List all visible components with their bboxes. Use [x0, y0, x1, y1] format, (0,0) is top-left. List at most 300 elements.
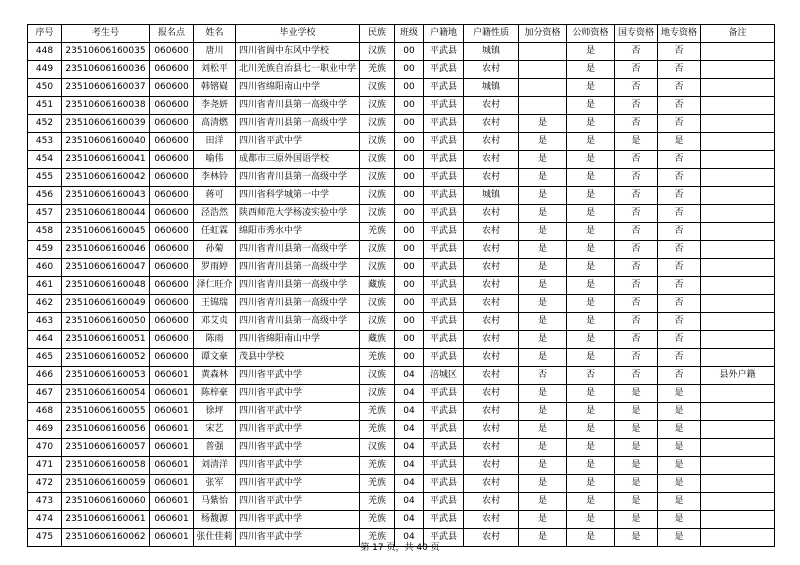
table-cell: 四川省平武中学: [236, 475, 360, 493]
table-cell: 否: [658, 187, 701, 205]
table-cell: 060600: [150, 277, 194, 295]
table-cell: 23510606160047: [62, 259, 150, 277]
table-row: [28, 493, 775, 511]
table-cell: 陕西师范大学杨凌实验中学: [236, 205, 360, 223]
table-cell: 473: [28, 493, 62, 511]
table-cell: 23510606160056: [62, 421, 150, 439]
table-cell: 23510606160051: [62, 331, 150, 349]
table-cell: 是: [567, 43, 615, 61]
table-cell: 汉族: [360, 295, 395, 313]
table-cell: 泽仁旺介: [194, 277, 236, 295]
table-cell: 四川省青川县第一高级中学: [236, 295, 360, 313]
table-cell: 060601: [150, 511, 194, 529]
table-cell: 是: [658, 475, 701, 493]
table-cell: 是: [567, 169, 615, 187]
table-cell: 陈梓豪: [194, 385, 236, 403]
table-cell: 00: [395, 295, 424, 313]
table-cell: 23510606160053: [62, 367, 150, 385]
table-cell: 23510606160042: [62, 169, 150, 187]
table-cell: 060601: [150, 529, 194, 547]
table-cell: 否: [615, 43, 658, 61]
table-cell: 否: [658, 205, 701, 223]
table-row: [28, 79, 775, 97]
table-row: [28, 151, 775, 169]
table-cell: 是: [519, 457, 567, 475]
table-cell: 否: [658, 241, 701, 259]
table-cell: 羌族: [360, 475, 395, 493]
table-cell: 羌族: [360, 529, 395, 547]
table-cell: 平武县: [424, 493, 464, 511]
table-cell: 平武县: [424, 169, 464, 187]
table-cell: 是: [567, 205, 615, 223]
column-header: 加分资格: [519, 25, 567, 43]
table-cell: 四川省青川县第一高级中学: [236, 259, 360, 277]
table-cell: 是: [519, 331, 567, 349]
table-cell: 否: [658, 223, 701, 241]
table-row: [28, 367, 775, 385]
table-cell: 060600: [150, 349, 194, 367]
table-cell: 是: [519, 493, 567, 511]
table-cell: 平武县: [424, 439, 464, 457]
table-cell: 城镇: [464, 43, 519, 61]
table-cell: 是: [567, 313, 615, 331]
table-cell: 否: [615, 169, 658, 187]
table-cell: [701, 223, 775, 241]
table-row: [28, 313, 775, 331]
table-cell: 否: [615, 259, 658, 277]
table-cell: 孙菊: [194, 241, 236, 259]
table-cell: 杨馥源: [194, 511, 236, 529]
table-cell: 23510606160037: [62, 79, 150, 97]
table-cell: 460: [28, 259, 62, 277]
table-cell: 农村: [464, 205, 519, 223]
table-cell: 四川省平武中学: [236, 493, 360, 511]
table-cell: 四川省青川县第一高级中学: [236, 241, 360, 259]
table-cell: 是: [567, 151, 615, 169]
table-cell: 是: [567, 349, 615, 367]
table-cell: 农村: [464, 511, 519, 529]
table-cell: 平武县: [424, 475, 464, 493]
table-cell: 农村: [464, 115, 519, 133]
table-cell: 平武县: [424, 331, 464, 349]
table-cell: 否: [658, 169, 701, 187]
table-cell: 04: [395, 529, 424, 547]
table-cell: 是: [519, 151, 567, 169]
table-cell: [701, 115, 775, 133]
table-cell: 否: [615, 241, 658, 259]
table-cell: 23510606160035: [62, 43, 150, 61]
table-cell: 00: [395, 115, 424, 133]
table-cell: 四川省青川县第一高级中学: [236, 115, 360, 133]
table-cell: 060600: [150, 97, 194, 115]
table-cell: 是: [567, 475, 615, 493]
table-cell: 喻伟: [194, 151, 236, 169]
table-cell: 否: [615, 61, 658, 79]
table-cell: 是: [519, 511, 567, 529]
table-cell: 农村: [464, 133, 519, 151]
table-cell: 平武县: [424, 61, 464, 79]
table-cell: 是: [567, 331, 615, 349]
table-cell: 是: [658, 403, 701, 421]
column-header: 民族: [360, 25, 395, 43]
table-cell: 否: [615, 187, 658, 205]
table-cell: 是: [658, 385, 701, 403]
table-cell: 汉族: [360, 151, 395, 169]
table-cell: 农村: [464, 97, 519, 115]
table-cell: 是: [658, 511, 701, 529]
table-cell: [701, 277, 775, 295]
table-cell: 四川省青川县第一高级中学: [236, 97, 360, 115]
table-cell: [701, 241, 775, 259]
table-cell: 是: [615, 439, 658, 457]
table-cell: 是: [615, 511, 658, 529]
table-cell: 是: [658, 421, 701, 439]
table-cell: 04: [395, 439, 424, 457]
table-cell: 04: [395, 511, 424, 529]
table-cell: 00: [395, 313, 424, 331]
table-cell: 23510606160039: [62, 115, 150, 133]
table-cell: 否: [519, 367, 567, 385]
table-cell: 060601: [150, 493, 194, 511]
table-cell: 汉族: [360, 79, 395, 97]
table-cell: 060600: [150, 331, 194, 349]
table-cell: 454: [28, 151, 62, 169]
table-cell: 00: [395, 43, 424, 61]
table-cell: 田洋: [194, 133, 236, 151]
table-cell: 是: [615, 475, 658, 493]
table-cell: 平武县: [424, 295, 464, 313]
table-cell: 23510606160061: [62, 511, 150, 529]
table-cell: [701, 97, 775, 115]
table-cell: 羌族: [360, 493, 395, 511]
table-cell: 是: [519, 439, 567, 457]
table-cell: 是: [519, 169, 567, 187]
table-cell: 汉族: [360, 259, 395, 277]
table-cell: 00: [395, 241, 424, 259]
table-cell: 是: [519, 403, 567, 421]
table-cell: 蒋可: [194, 187, 236, 205]
table-cell: 是: [519, 187, 567, 205]
column-header: 国专资格: [615, 25, 658, 43]
table-cell: 农村: [464, 61, 519, 79]
table-cell: 农村: [464, 475, 519, 493]
admission-table-sheet: [27, 24, 774, 547]
table-cell: 否: [658, 331, 701, 349]
table-cell: 是: [519, 241, 567, 259]
table-cell: 四川省平武中学: [236, 457, 360, 475]
table-cell: 060600: [150, 115, 194, 133]
table-cell: 四川省青川县第一高级中学: [236, 277, 360, 295]
table-cell: 是: [519, 529, 567, 547]
table-cell: 平武县: [424, 421, 464, 439]
table-cell: 农村: [464, 277, 519, 295]
table-cell: 23510606160040: [62, 133, 150, 151]
table-cell: 普强: [194, 439, 236, 457]
table-cell: 平武县: [424, 529, 464, 547]
table-cell: 04: [395, 493, 424, 511]
table-cell: 00: [395, 187, 424, 205]
table-cell: 是: [519, 295, 567, 313]
table-cell: 448: [28, 43, 62, 61]
table-cell: 453: [28, 133, 62, 151]
table-cell: 060601: [150, 457, 194, 475]
table-cell: 否: [615, 277, 658, 295]
table-cell: 04: [395, 421, 424, 439]
table-cell: 农村: [464, 241, 519, 259]
table-cell: 23510606160060: [62, 493, 150, 511]
table-cell: 00: [395, 223, 424, 241]
table-cell: 汉族: [360, 43, 395, 61]
table-cell: 060600: [150, 241, 194, 259]
table-cell: 李尧妍: [194, 97, 236, 115]
table-cell: 00: [395, 79, 424, 97]
table-row: [28, 169, 775, 187]
table-cell: 否: [615, 115, 658, 133]
table-cell: 23510606160055: [62, 403, 150, 421]
table-cell: 城镇: [464, 79, 519, 97]
table-cell: 464: [28, 331, 62, 349]
table-cell: 23510606160050: [62, 313, 150, 331]
table-cell: 汉族: [360, 205, 395, 223]
table-cell: 汉族: [360, 169, 395, 187]
table-cell: 060600: [150, 151, 194, 169]
table-cell: 农村: [464, 367, 519, 385]
table-cell: 是: [567, 403, 615, 421]
table-cell: 四川省绵阳南山中学: [236, 79, 360, 97]
table-cell: [701, 151, 775, 169]
table-cell: 谭文豪: [194, 349, 236, 367]
table-cell: 否: [658, 367, 701, 385]
table-cell: 四川省绵阳南山中学: [236, 331, 360, 349]
table-cell: 藏族: [360, 331, 395, 349]
table-cell: 农村: [464, 529, 519, 547]
table-row: [28, 97, 775, 115]
table-cell: 是: [567, 511, 615, 529]
table-cell: 是: [519, 133, 567, 151]
table-cell: [701, 331, 775, 349]
table-cell: [701, 385, 775, 403]
table-cell: 是: [567, 529, 615, 547]
table-cell: 农村: [464, 349, 519, 367]
table-row: [28, 223, 775, 241]
table-cell: 是: [519, 421, 567, 439]
table-cell: 平武县: [424, 259, 464, 277]
table-body: [28, 43, 775, 547]
table-cell: 是: [615, 385, 658, 403]
table-cell: 是: [519, 205, 567, 223]
table-cell: 否: [615, 367, 658, 385]
table-cell: 是: [615, 457, 658, 475]
table-cell: 是: [567, 241, 615, 259]
table-cell: 451: [28, 97, 62, 115]
table-cell: 城镇: [464, 187, 519, 205]
table-cell: 汉族: [360, 133, 395, 151]
table-cell: 羌族: [360, 61, 395, 79]
table-cell: 四川省青川县第一高级中学: [236, 169, 360, 187]
table-cell: 是: [567, 277, 615, 295]
column-header: 地专资格: [658, 25, 701, 43]
table-cell: 四川省阆中东风中学校: [236, 43, 360, 61]
table-cell: 是: [567, 295, 615, 313]
table-cell: 否: [658, 277, 701, 295]
table-cell: 平武县: [424, 511, 464, 529]
table-row: [28, 385, 775, 403]
table-row: [28, 133, 775, 151]
table-cell: 平武县: [424, 205, 464, 223]
table-cell: 平武县: [424, 97, 464, 115]
table-cell: 平武县: [424, 313, 464, 331]
table-row: [28, 511, 775, 529]
table-cell: 农村: [464, 331, 519, 349]
table-cell: 农村: [464, 313, 519, 331]
table-cell: 470: [28, 439, 62, 457]
table-cell: 是: [567, 439, 615, 457]
table-cell: 平武县: [424, 133, 464, 151]
table-cell: 徐坪: [194, 403, 236, 421]
column-header: 户籍性质: [464, 25, 519, 43]
table-row: [28, 295, 775, 313]
table-cell: 04: [395, 367, 424, 385]
table-cell: [701, 295, 775, 313]
admission-table: [27, 24, 775, 547]
table-cell: 否: [658, 43, 701, 61]
table-cell: 汉族: [360, 241, 395, 259]
table-cell: 467: [28, 385, 62, 403]
table-cell: 475: [28, 529, 62, 547]
table-cell: 四川省青川县第一高级中学: [236, 313, 360, 331]
table-cell: 04: [395, 457, 424, 475]
table-row: [28, 439, 775, 457]
table-cell: 是: [567, 493, 615, 511]
table-cell: 羌族: [360, 403, 395, 421]
table-cell: 否: [567, 367, 615, 385]
table-cell: 452: [28, 115, 62, 133]
table-cell: 是: [567, 133, 615, 151]
table-cell: 张军: [194, 475, 236, 493]
table-cell: 否: [658, 79, 701, 97]
table-cell: 是: [519, 277, 567, 295]
table-cell: 否: [615, 151, 658, 169]
table-cell: 是: [567, 223, 615, 241]
table-cell: 23510606160054: [62, 385, 150, 403]
table-cell: 00: [395, 61, 424, 79]
table-cell: 472: [28, 475, 62, 493]
column-header: 序号: [28, 25, 62, 43]
table-cell: 四川省平武中学: [236, 385, 360, 403]
table-cell: 农村: [464, 169, 519, 187]
table-cell: 羌族: [360, 223, 395, 241]
table-cell: 是: [567, 457, 615, 475]
table-cell: 是: [658, 529, 701, 547]
table-cell: 汉族: [360, 313, 395, 331]
table-cell: 汉族: [360, 439, 395, 457]
table-cell: 农村: [464, 295, 519, 313]
column-header: 户籍地: [424, 25, 464, 43]
table-cell: 平武县: [424, 385, 464, 403]
header-row: [28, 25, 775, 43]
table-cell: 060600: [150, 43, 194, 61]
table-cell: 否: [658, 115, 701, 133]
table-cell: 060601: [150, 367, 194, 385]
table-cell: 04: [395, 403, 424, 421]
table-cell: 00: [395, 331, 424, 349]
table-cell: [701, 403, 775, 421]
table-cell: 060601: [150, 475, 194, 493]
table-cell: 羌族: [360, 421, 395, 439]
table-cell: 23510606160041: [62, 151, 150, 169]
table-cell: 060601: [150, 403, 194, 421]
table-cell: 060600: [150, 61, 194, 79]
table-cell: 是: [615, 403, 658, 421]
table-cell: 县外户籍: [701, 367, 775, 385]
table-cell: 是: [519, 115, 567, 133]
table-cell: 是: [567, 115, 615, 133]
table-cell: 四川省平武中学: [236, 403, 360, 421]
table-cell: 450: [28, 79, 62, 97]
table-cell: [701, 439, 775, 457]
table-cell: 四川省平武中学: [236, 367, 360, 385]
table-cell: 是: [567, 79, 615, 97]
table-cell: 陈雨: [194, 331, 236, 349]
table-cell: 四川省平武中学: [236, 133, 360, 151]
table-cell: 北川羌族自治县七一职业中学: [236, 61, 360, 79]
column-header: 姓名: [194, 25, 236, 43]
table-cell: 060600: [150, 295, 194, 313]
table-cell: 羌族: [360, 457, 395, 475]
table-cell: 汉族: [360, 385, 395, 403]
table-cell: 刘清洋: [194, 457, 236, 475]
table-cell: 是: [567, 97, 615, 115]
table-cell: 汉族: [360, 97, 395, 115]
column-header: 报名点: [150, 25, 194, 43]
table-cell: 农村: [464, 439, 519, 457]
table-cell: 471: [28, 457, 62, 475]
table-cell: 宋艺: [194, 421, 236, 439]
table-cell: [701, 259, 775, 277]
table-cell: 平武县: [424, 151, 464, 169]
table-cell: 王锦瑞: [194, 295, 236, 313]
table-cell: 平武县: [424, 457, 464, 475]
table-cell: 23510606160043: [62, 187, 150, 205]
table-cell: 060601: [150, 385, 194, 403]
table-cell: 汉族: [360, 187, 395, 205]
table-cell: 是: [658, 439, 701, 457]
table-cell: 是: [658, 133, 701, 151]
table-row: [28, 277, 775, 295]
table-cell: 060600: [150, 79, 194, 97]
table-cell: 黄森林: [194, 367, 236, 385]
page-number: 第 17 页，共 40 页: [360, 543, 440, 553]
table-cell: 060600: [150, 223, 194, 241]
table-cell: [701, 493, 775, 511]
table-cell: 是: [519, 475, 567, 493]
table-cell: 平武县: [424, 241, 464, 259]
table-cell: [701, 133, 775, 151]
table-cell: [701, 79, 775, 97]
table-row: [28, 331, 775, 349]
table-cell: 否: [658, 259, 701, 277]
table-cell: 23510606160046: [62, 241, 150, 259]
table-cell: 23510606160045: [62, 223, 150, 241]
table-cell: 否: [658, 295, 701, 313]
table-cell: 邓艾贞: [194, 313, 236, 331]
table-cell: 04: [395, 385, 424, 403]
table-cell: 否: [615, 331, 658, 349]
table-cell: 474: [28, 511, 62, 529]
table-cell: 00: [395, 151, 424, 169]
table-cell: [701, 511, 775, 529]
table-cell: 457: [28, 205, 62, 223]
